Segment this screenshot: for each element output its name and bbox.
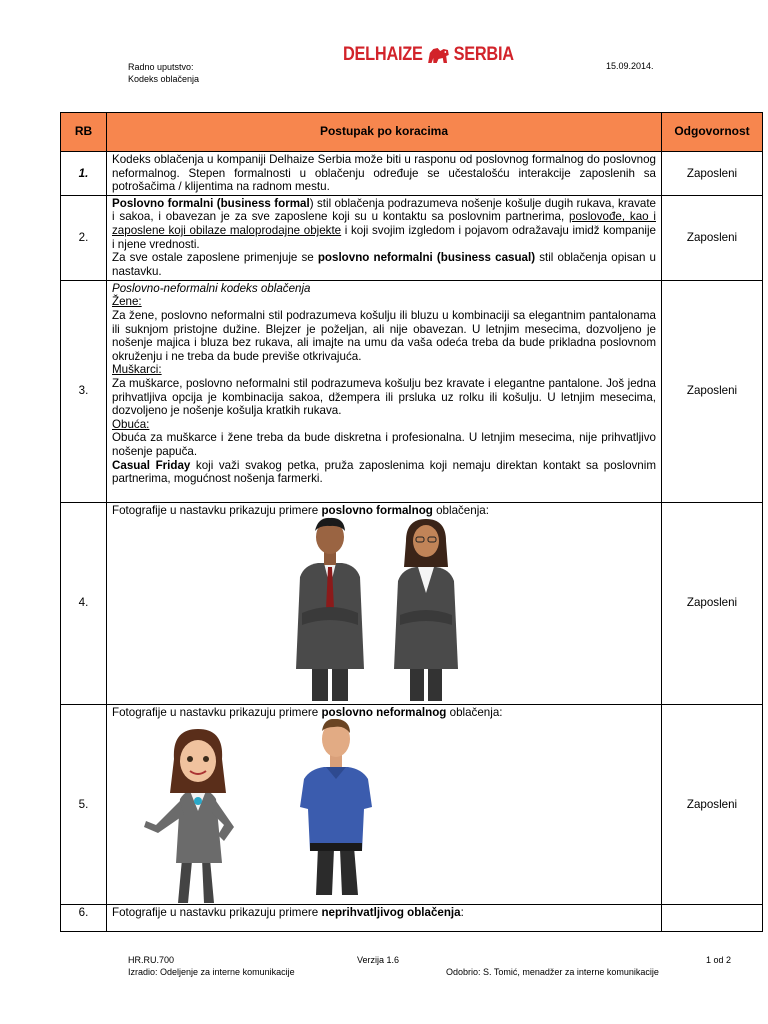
underlined-fragment: poslovođe, kao i zaposlene koji obilaze maloprodajne objekte (112, 210, 656, 237)
photo-caption (112, 706, 656, 720)
doc-date: 15.09.2014. (606, 61, 654, 71)
col-header-rb: RB (61, 113, 107, 152)
row-number: 5. (61, 704, 107, 905)
company-logo (343, 44, 514, 66)
row-text (107, 905, 662, 932)
subheading-footwear: Obuća: (112, 417, 150, 431)
author: Izradio: Odeljenje za interne komunikacije (128, 967, 295, 977)
paragraph-men: Za muškarce, poslovno neformalni stil podrazumeva košulju bez kravate i elegantne pantalone. Još jedna prihvatljiva opcija je kombinacija sakoa, džempera ili prsluka uz rolku ili košulju. U letnjim mesecima, dozvoljeno je nošenje košulja kratkih rukava. (112, 376, 656, 418)
text-fragment: koji važi svakog petka, pruža zaposlenima koji nemaju direktan kontakt sa poslovnim partnerima, mogućnost nošenja farmerki. (112, 458, 656, 486)
text-fragment: oblačenja: (432, 503, 489, 517)
footer-left (128, 954, 295, 978)
logo-text-right: SERBIA (453, 44, 514, 65)
text-fragment: i koji svojim izgledom i pojavom odražavaju imidž kompanije i njene vrednosti. (112, 223, 656, 251)
page-number: 1 od 2 (706, 955, 732, 965)
doc-code: HR.RU.700 (128, 955, 175, 965)
section-title: Poslovno-neformalni kodeks oblačenja (112, 281, 311, 295)
paragraph-footwear: Obuća za muškarce i žene treba da bude diskretna i profesionalna. U letnjim mesecima, nije prihvatljivo nošenje papuča. (112, 431, 656, 458)
procedure-table (60, 112, 763, 932)
col-header-odgovornost: Odgovornost (662, 113, 763, 152)
row-number: 2. (61, 195, 107, 280)
row-responsibility: Zaposleni (662, 704, 763, 905)
subheading-men: Muškarci: (112, 363, 162, 377)
table-row (61, 195, 763, 280)
row-number: 1. (61, 152, 107, 196)
text-fragment: Fotografije u nastavku prikazuju primere (112, 503, 322, 517)
text-fragment: oblačenja: (446, 705, 503, 719)
text-fragment: ) stil oblačenja podrazumeva nošenje košulje dugih rukava, kravate i sakoa, i obavezan je za sve zaposlene koji su u kontaktu sa poslovnim partnerima, (112, 196, 656, 224)
row-number: 6. (61, 905, 107, 932)
row-responsibility: Zaposleni (662, 152, 763, 196)
footer-approved: Odobrio: S. Tomić, menadžer za interne komunikacije (446, 967, 659, 977)
caption-emphasis: neprihvatljivog oblačenja (321, 906, 461, 920)
table-row (61, 152, 763, 196)
row-responsibility (662, 905, 763, 932)
paragraph-women: Za žene, poslovno neformalni stil podrazumeva košulju ili bluzu u kombinaciji sa elegantnim pantalonama ili suknjom pristojne dužine. Blejzer je poželjan, ali nije obavezan. U letnjim mesecima, dozvoljeno je nošenje majica i bluza bez rukava, ali imajte na umu da vaša odeća treba da bude prikladna poslovnom okruženju i ne treba da bude previše otkrivajuća. (112, 308, 656, 363)
text-fragment: stil oblačenja opisan u nastavku. (112, 251, 656, 278)
table-row (61, 502, 763, 704)
photo-caption (112, 504, 656, 518)
paragraph-casual-friday (112, 459, 656, 486)
table-row (61, 704, 763, 905)
row-text: Kodeks oblačenja u kompaniji Delhaize Serbia može biti u rasponu od poslovnog formalnog do poslovnog neformalnog. Stepen formalnosti u oblačenju određuje se učestalošću interakcije zaposlenih sa potrošačima / klijentima na radnom mestu. (107, 152, 662, 196)
row-number: 4. (61, 502, 107, 704)
row-text (107, 704, 662, 905)
subheading-women: Žene: (112, 295, 142, 309)
business-formal-illustration (112, 517, 657, 701)
row-responsibility: Zaposleni (662, 195, 763, 280)
row-number: 3. (61, 280, 107, 502)
footer-version: Verzija 1.6 (357, 955, 400, 965)
row-text (107, 195, 662, 280)
table-row (61, 905, 763, 932)
casual-friday-term: Casual Friday (112, 458, 191, 472)
text-fragment: Za sve ostale zaposlene primenjuje se (112, 251, 318, 265)
business-formal-term: Poslovno formalni (business formal (112, 196, 310, 210)
row-responsibility: Zaposleni (662, 502, 763, 704)
caption-emphasis: poslovno neformalnog (321, 705, 447, 719)
row-responsibility: Zaposleni (662, 280, 763, 502)
row-text (107, 280, 662, 502)
row-text (107, 502, 662, 704)
table-header-row (61, 113, 763, 152)
table-row (61, 280, 763, 502)
doc-title: Kodeks oblačenja (128, 74, 200, 84)
business-casual-term: poslovno neformalni (business casual) (317, 251, 536, 265)
business-casual-illustration (112, 719, 657, 903)
doc-type-label: Radno uputstvo: (128, 62, 194, 72)
text-fragment: Fotografije u nastavku prikazuju primere (112, 906, 322, 920)
col-header-postupak: Postupak po koracima (107, 113, 662, 152)
doc-type-block (128, 61, 199, 85)
caption-emphasis: poslovno formalnog (321, 503, 433, 517)
text-fragment: : (460, 906, 464, 920)
lion-logo-icon (426, 45, 450, 65)
logo-text-left: DELHAIZE (343, 44, 423, 65)
text-fragment: Fotografije u nastavku prikazuju primere (112, 705, 322, 719)
